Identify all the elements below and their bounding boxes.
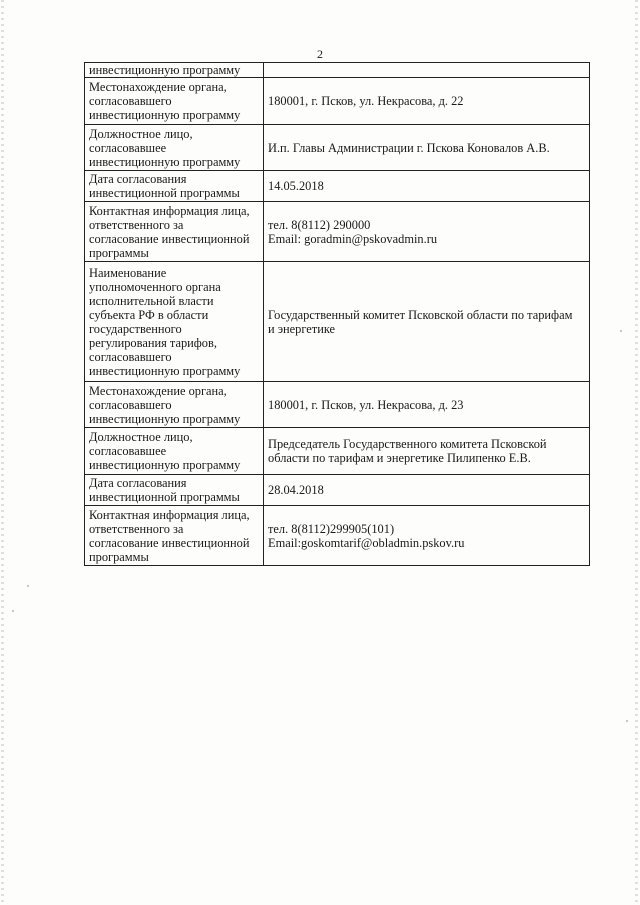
value-cell (264, 171, 590, 202)
info-table (84, 62, 590, 566)
label-cell (85, 63, 264, 78)
row-value: тел. 8(8112)299905(101) Email:goskomtarif@obladmin.pskov.ru (268, 521, 465, 550)
row-label: Дата согласования инвестиционной программы (89, 476, 240, 504)
row-value: И.п. Главы Администрации г. Пскова Коновалов А.В. (268, 140, 550, 155)
table-row (85, 475, 590, 506)
value-cell (264, 506, 590, 566)
value-cell (264, 125, 590, 171)
scan-speck (626, 720, 628, 722)
row-value: 28.04.2018 (268, 483, 324, 497)
value-cell (264, 382, 590, 428)
label-cell (85, 262, 264, 382)
value-cell (264, 262, 590, 382)
row-value: тел. 8(8112) 290000 Email: goradmin@pskovadmin.ru (268, 217, 438, 246)
scan-edge-left (1, 0, 4, 905)
row-label: Контактная информация лица, ответственного за согласование инвестиционной программы (89, 507, 250, 564)
value-cell (264, 78, 590, 125)
row-value: 14.05.2018 (268, 179, 324, 193)
label-cell (85, 428, 264, 475)
table-row (85, 171, 590, 202)
value-cell (264, 428, 590, 475)
page-number: 2 (317, 47, 323, 61)
scan-edge-right (635, 0, 638, 905)
label-cell (85, 78, 264, 125)
table-row (85, 78, 590, 125)
label-cell (85, 382, 264, 428)
row-value: 180001, г. Псков, ул. Некрасова, д. 23 (268, 397, 464, 412)
label-cell (85, 506, 264, 566)
row-label: Должностное лицо, согласовавшее инвестиционную программу (89, 126, 241, 169)
row-label: инвестиционную программу (89, 63, 241, 77)
scan-speck (12, 610, 14, 612)
row-label: Местонахождение органа, согласовавшего инвестиционную программу (89, 383, 241, 426)
row-label: Местонахождение органа, согласовавшего инвестиционную программу (89, 80, 241, 122)
label-cell (85, 125, 264, 171)
label-cell (85, 475, 264, 506)
value-cell (264, 202, 590, 262)
scan-speck (27, 585, 29, 587)
value-cell (264, 63, 590, 78)
row-value: 180001, г. Псков, ул. Некрасова, д. 22 (268, 94, 464, 108)
row-value: Председатель Государственного комитета Псковской области по тарифам и энергетике Пилипенко Е.В. (268, 437, 547, 465)
table-row (85, 428, 590, 475)
table-row (85, 125, 590, 171)
table-row (85, 202, 590, 262)
row-label: Наименование уполномоченного органа исполнительной власти субъекта РФ в области государственного регулирования тарифов, согласовавшего инвестиционную программу (89, 265, 241, 378)
row-label: Должностное лицо, согласовавшее инвестиционную программу (89, 430, 241, 472)
row-label: Дата согласования инвестиционной программы (89, 172, 240, 200)
table-row (85, 262, 590, 382)
table-row (85, 63, 590, 78)
table-row (85, 506, 590, 566)
row-label: Контактная информация лица, ответственного за согласование инвестиционной программы (89, 203, 250, 260)
label-cell (85, 202, 264, 262)
value-cell (264, 475, 590, 506)
row-value: Государственный комитет Псковской области по тарифам и энергетике (268, 307, 573, 336)
label-cell (85, 171, 264, 202)
table-row (85, 382, 590, 428)
scan-speck (620, 330, 622, 332)
